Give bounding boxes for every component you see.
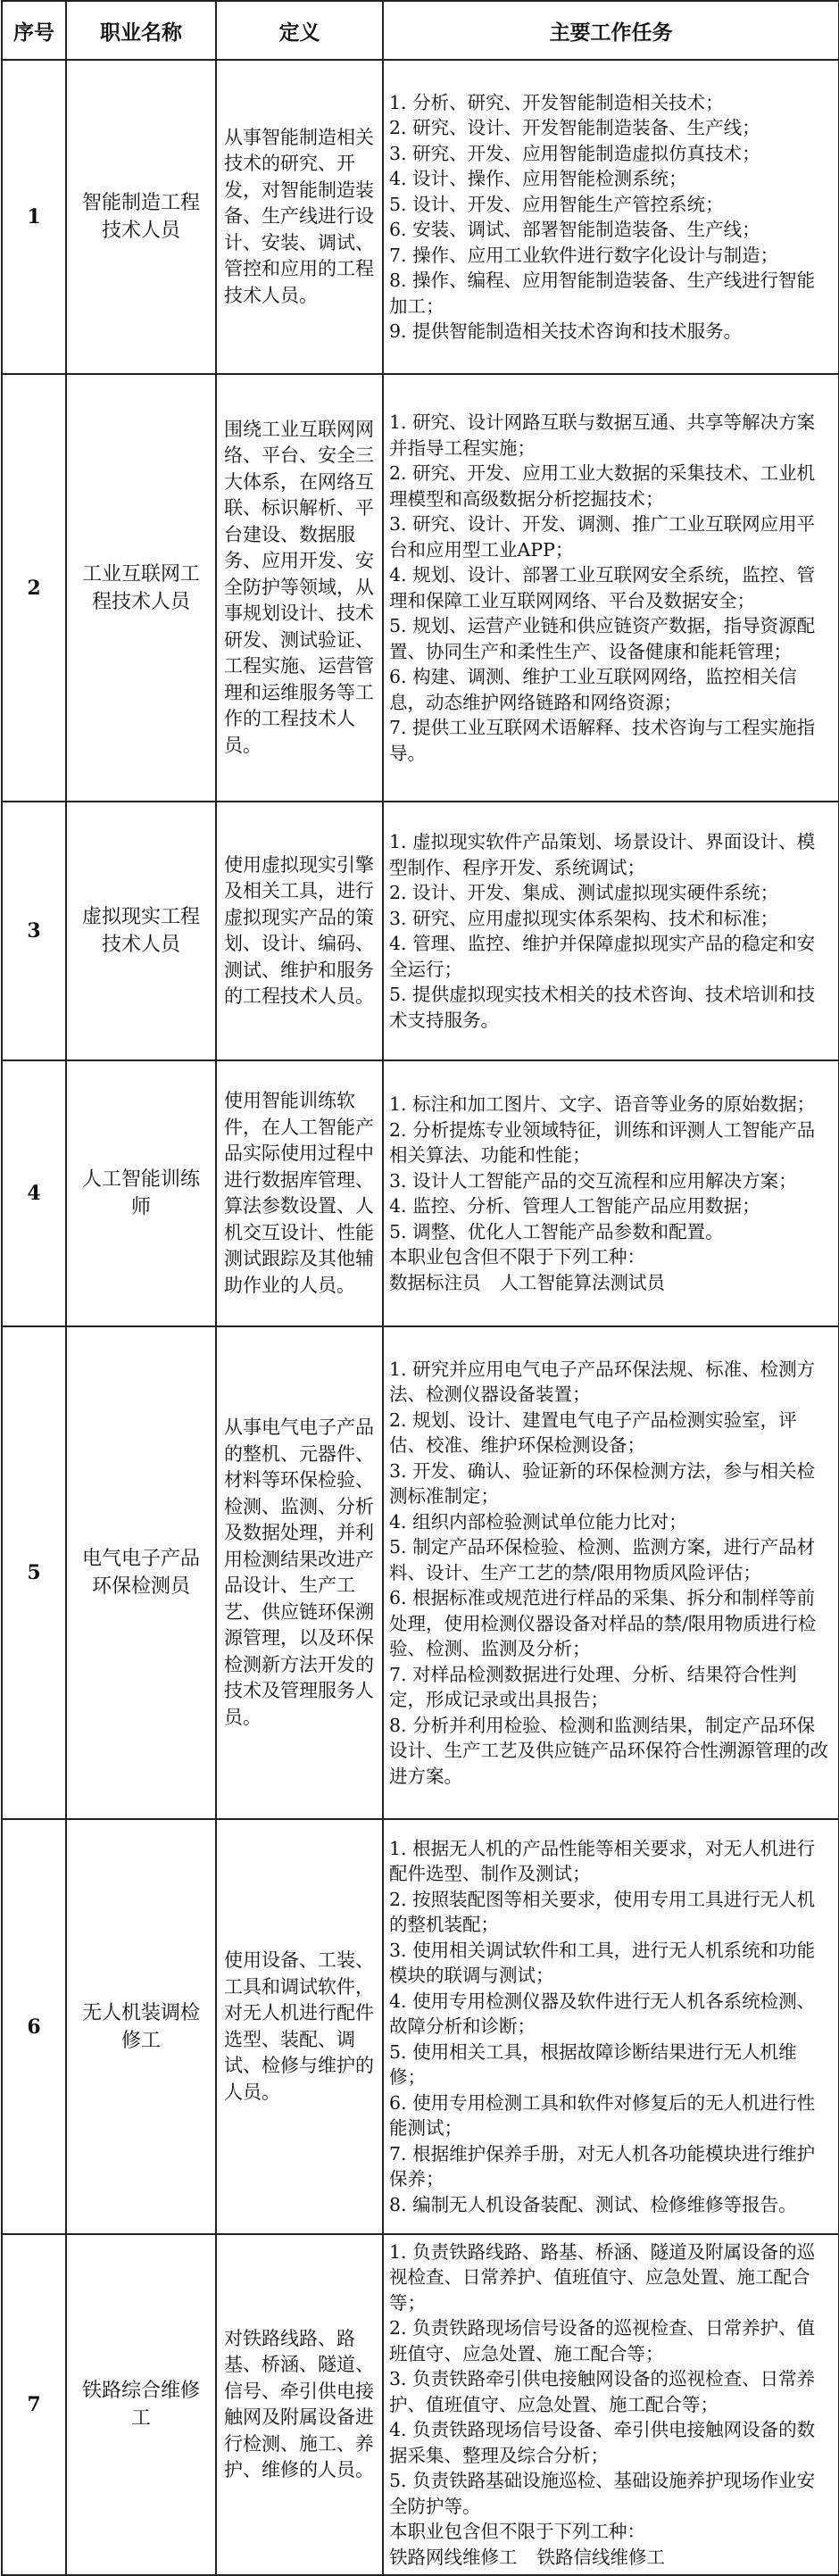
occupation-definition: 从事电气电子产品的整机、元器件、材料等环保检验、检测、监测、分析及数据处理，并利用检测结果改进产品设计、生产工艺、供应链环保溯源管理，以及环保检测新方法开发的技术及管理服务人员。 xyxy=(216,1326,383,1819)
task-item: 5. 负责铁路基础设施巡检、基础设施养护现场作业安全防护等。 xyxy=(389,2470,816,2517)
row-index: 3 xyxy=(2,802,66,1060)
task-item: 8. 操作、编程、应用智能制造装备、生产线进行智能加工； xyxy=(389,270,816,317)
task-item: 2. 分析提炼专业领域特征，训练和评测人工智能产品相关算法、功能和性能； xyxy=(389,1118,816,1166)
table-row xyxy=(2,60,839,374)
table-row xyxy=(2,374,839,802)
row-index: 5 xyxy=(2,1326,66,1819)
occupation-definition: 使用虚拟现实引擎及相关工具，进行虚拟现实产品的策划、设计、编码、测试、维护和服务的工程技术人员。 xyxy=(216,802,383,1060)
task-item: 5. 使用相关工具，根据故障诊断结果进行无人机维修； xyxy=(389,2040,797,2089)
occupation-name: 无人机装调检修工 xyxy=(66,1819,216,2234)
task-item: 3. 使用相关调试软件和工具，进行无人机系统和功能模块的联调与测试； xyxy=(389,1939,816,1987)
task-item: 1. 虚拟现实软件产品策划、场景设计、界面设计、模型制作、程序开发、系统调试； xyxy=(389,831,816,878)
task-item: 1. 根据无人机的产品性能等相关要求，对无人机进行配件选型、制作及测试； xyxy=(389,1837,816,1885)
task-item: 2. 研究、开发、应用工业大数据的采集技术、工业机理模型和高级数据分析挖掘技术； xyxy=(389,462,816,510)
occupation-tasks xyxy=(383,60,839,374)
row-index: 6 xyxy=(2,1819,66,2234)
task-item: 7. 操作、应用工业软件进行数字化设计与制造； xyxy=(389,244,779,266)
task-item: 1. 分析、研究、开发智能制造相关技术； xyxy=(389,91,724,113)
task-item: 1. 标注和加工图片、文字、语音等业务的原始数据； xyxy=(389,1093,816,1115)
occupation-definition: 对铁路线路、路基、桥涵、隧道、信号、牵引供电接触网及附属设备进行检测、施工、养护、维修的人员。 xyxy=(216,2234,383,2575)
table-body xyxy=(2,60,839,2575)
occupation-name: 智能制造工程技术人员 xyxy=(66,60,216,374)
task-item: 1. 研究、设计网路互联与数据互通、共享等解决方案并指导工程实施； xyxy=(389,411,816,459)
occupation-definition: 使用设备、工装、工具和调试软件，对无人机进行配件选型、装配、调试、检修与维护的人员。 xyxy=(216,1819,383,2234)
task-item: 7. 提供工业互联网术语解释、技术咨询与工程实施指导。 xyxy=(389,717,816,764)
occupation-name: 虚拟现实工程技术人员 xyxy=(66,802,216,1060)
header-definition: 定义 xyxy=(216,1,383,60)
subtype-item: 铁路网线维修工 xyxy=(389,2546,518,2568)
occupation-definition: 围绕工业互联网网络、平台、安全三大体系，在网络互联、标识解析、平台建设、数据服务、应用开发、安全防护等领域，从事规划设计、技术研发、测试验证、工程实施、运营管理和运维服务等工作的工程技术人员。 xyxy=(216,374,383,802)
subtype-note: 本职业包含但不限于下列工种： xyxy=(389,1246,645,1267)
occupation-name: 人工智能训练师 xyxy=(66,1060,216,1326)
occupation-definition: 从事智能制造相关技术的研究、开发，对智能制造装备、生产线进行设计、安装、调试、管控和应用的工程技术人员。 xyxy=(216,60,383,374)
header-index: 序号 xyxy=(2,1,66,60)
task-item: 4. 监控、分析、管理人工智能产品应用数据； xyxy=(389,1195,760,1217)
task-item: 6. 根据标准或规范进行样品的采集、拆分和制样等前处理，使用检测仪器设备对样品的禁/限用物质进行检验、检测、监测及分析； xyxy=(389,1587,817,1660)
header-name: 职业名称 xyxy=(66,1,216,60)
header-row xyxy=(2,1,839,60)
task-item: 6. 使用专用检测工具和软件对修复后的无人机进行性能测试； xyxy=(389,2091,816,2140)
occupation-tasks xyxy=(383,1819,839,2234)
occupation-tasks xyxy=(383,802,839,1060)
task-item: 5. 提供虚拟现实技术相关的技术咨询、技术培训和技术支持服务。 xyxy=(389,984,816,1031)
table-row xyxy=(2,1819,839,2234)
task-item: 3. 研究、设计、开发、调测、推广工业互联网应用平台和应用型工业APP； xyxy=(389,513,816,561)
task-item: 2. 按照装配图等相关要求，使用专用工具进行无人机的整机装配； xyxy=(389,1888,816,1936)
subtype-note: 本职业包含但不限于下列工种： xyxy=(389,2521,645,2543)
task-item: 8. 分析并利用检验、检测和监测结果，制定产品环保设计、生产工艺及供应链产品环保符合性溯源管理的改进方案。 xyxy=(389,1714,828,1787)
task-item: 4. 设计、操作、应用智能检测系统； xyxy=(389,168,687,189)
task-item: 5. 设计、开发、应用智能生产管控系统； xyxy=(389,193,724,215)
subtype-item: 铁路信线维修工 xyxy=(536,2546,665,2568)
header-tasks: 主要工作任务 xyxy=(383,1,839,60)
table-header xyxy=(2,1,839,60)
occupation-tasks xyxy=(383,2234,839,2575)
subtype-list xyxy=(389,2545,833,2571)
task-item: 2. 规划、设计、建置电气电子产品检测实验室，评估、校准、维护环保检测设备； xyxy=(389,1408,797,1457)
task-item: 3. 研究、应用虚拟现实体系架构、技术和标准； xyxy=(389,907,779,929)
row-index: 2 xyxy=(2,374,66,802)
table-row xyxy=(2,1326,839,1819)
task-item: 4. 管理、监控、维护并保障虚拟现实产品的稳定和安全运行； xyxy=(389,933,816,980)
subtype-item: 数据标注员 xyxy=(389,1271,481,1293)
occupation-name: 电气电子产品环保检测员 xyxy=(66,1326,216,1819)
task-item: 2. 设计、开发、集成、测试虚拟现实硬件系统； xyxy=(389,882,779,903)
task-item: 1. 研究并应用电气电子产品环保法规、标准、检测方法、检测仪器设备装置； xyxy=(389,1358,816,1406)
occupation-name: 铁路综合维修工 xyxy=(66,2234,216,2575)
task-item: 4. 负责铁路现场信号设备、牵引供电接触网设备的数据采集、整理及综合分析； xyxy=(389,2419,816,2466)
row-index: 7 xyxy=(2,2234,66,2575)
task-item: 2. 研究、设计、开发智能制造装备、生产线； xyxy=(389,117,760,138)
occupation-table xyxy=(1,0,839,2576)
task-item: 9. 提供智能制造相关技术咨询和技术服务。 xyxy=(389,320,743,342)
task-item: 4. 使用专用检测仪器及软件进行无人机各系统检测、故障分析和诊断； xyxy=(389,1990,816,2038)
task-item: 3. 负责铁路牵引供电接触网设备的巡视检查、日常养护、值班值守、应急处置、施工配合等； xyxy=(389,2368,816,2415)
subtype-item: 人工智能算法测试员 xyxy=(500,1271,665,1293)
occupation-name: 工业互联网工程技术人员 xyxy=(66,374,216,802)
task-item: 8. 编制无人机设备装配、测试、检修维修等报告。 xyxy=(389,2193,797,2215)
task-item: 5. 调整、优化人工智能产品参数和配置。 xyxy=(389,1220,724,1242)
task-item: 6. 安装、调试、部署智能制造装备、生产线； xyxy=(389,219,760,240)
occupation-tasks xyxy=(383,374,839,802)
task-item: 7. 根据维护保养手册，对无人机各功能模块进行维护保养； xyxy=(389,2142,816,2190)
task-item: 2. 负责铁路现场信号设备的巡视检查、日常养护、值班值守、应急处置、施工配合等； xyxy=(389,2317,816,2364)
subtype-list xyxy=(389,1270,833,1296)
row-index: 1 xyxy=(2,60,66,374)
task-item: 3. 研究、开发、应用智能制造虚拟仿真技术； xyxy=(389,142,760,164)
task-item: 4. 组织内部检验测试单位能力比对； xyxy=(389,1510,687,1533)
task-item: 4. 规划、设计、部署工业互联网安全系统，监控、管理和保障工业互联网网络、平台及数据安全； xyxy=(389,564,816,611)
occupation-definition: 使用智能训练软件，在人工智能产品实际使用过程中进行数据库管理、算法参数设置、人机交互设计、性能测试跟踪及其他辅助作业的人员。 xyxy=(216,1060,383,1326)
task-item: 5. 制定产品环保检验、检测、监测方案，进行产品材料、设计、生产工艺的禁/限用物质风险评估； xyxy=(389,1536,816,1583)
task-item: 6. 构建、调测、维护工业互联网网络，监控相关信息，动态维护网络链路和网络资源； xyxy=(389,666,797,713)
occupation-tasks xyxy=(383,1326,839,1819)
task-item: 1. 负责铁路线路、路基、桥涵、隧道及附属设备的巡视检查、日常养护、值班值守、应急处置、施工配合等； xyxy=(389,2240,816,2314)
occupation-tasks xyxy=(383,1060,839,1326)
occupation-document xyxy=(1,0,838,2576)
table-row xyxy=(2,2234,839,2575)
table-row xyxy=(2,802,839,1060)
task-item: 3. 开发、确认、验证新的环保检测方法，参与相关检测标准制定； xyxy=(389,1459,816,1508)
task-item: 3. 设计人工智能产品的交互流程和应用解决方案； xyxy=(389,1169,797,1192)
task-item: 7. 对样品检测数据进行处理、分析、结果符合性判定，形成记录或出具报告； xyxy=(389,1663,797,1711)
row-index: 4 xyxy=(2,1060,66,1326)
task-item: 5. 规划、运营产业链和供应链资产数据，指导资源配置、协同生产和柔性生产、设备健康和能耗管理； xyxy=(389,615,816,662)
table-row xyxy=(2,1060,839,1326)
